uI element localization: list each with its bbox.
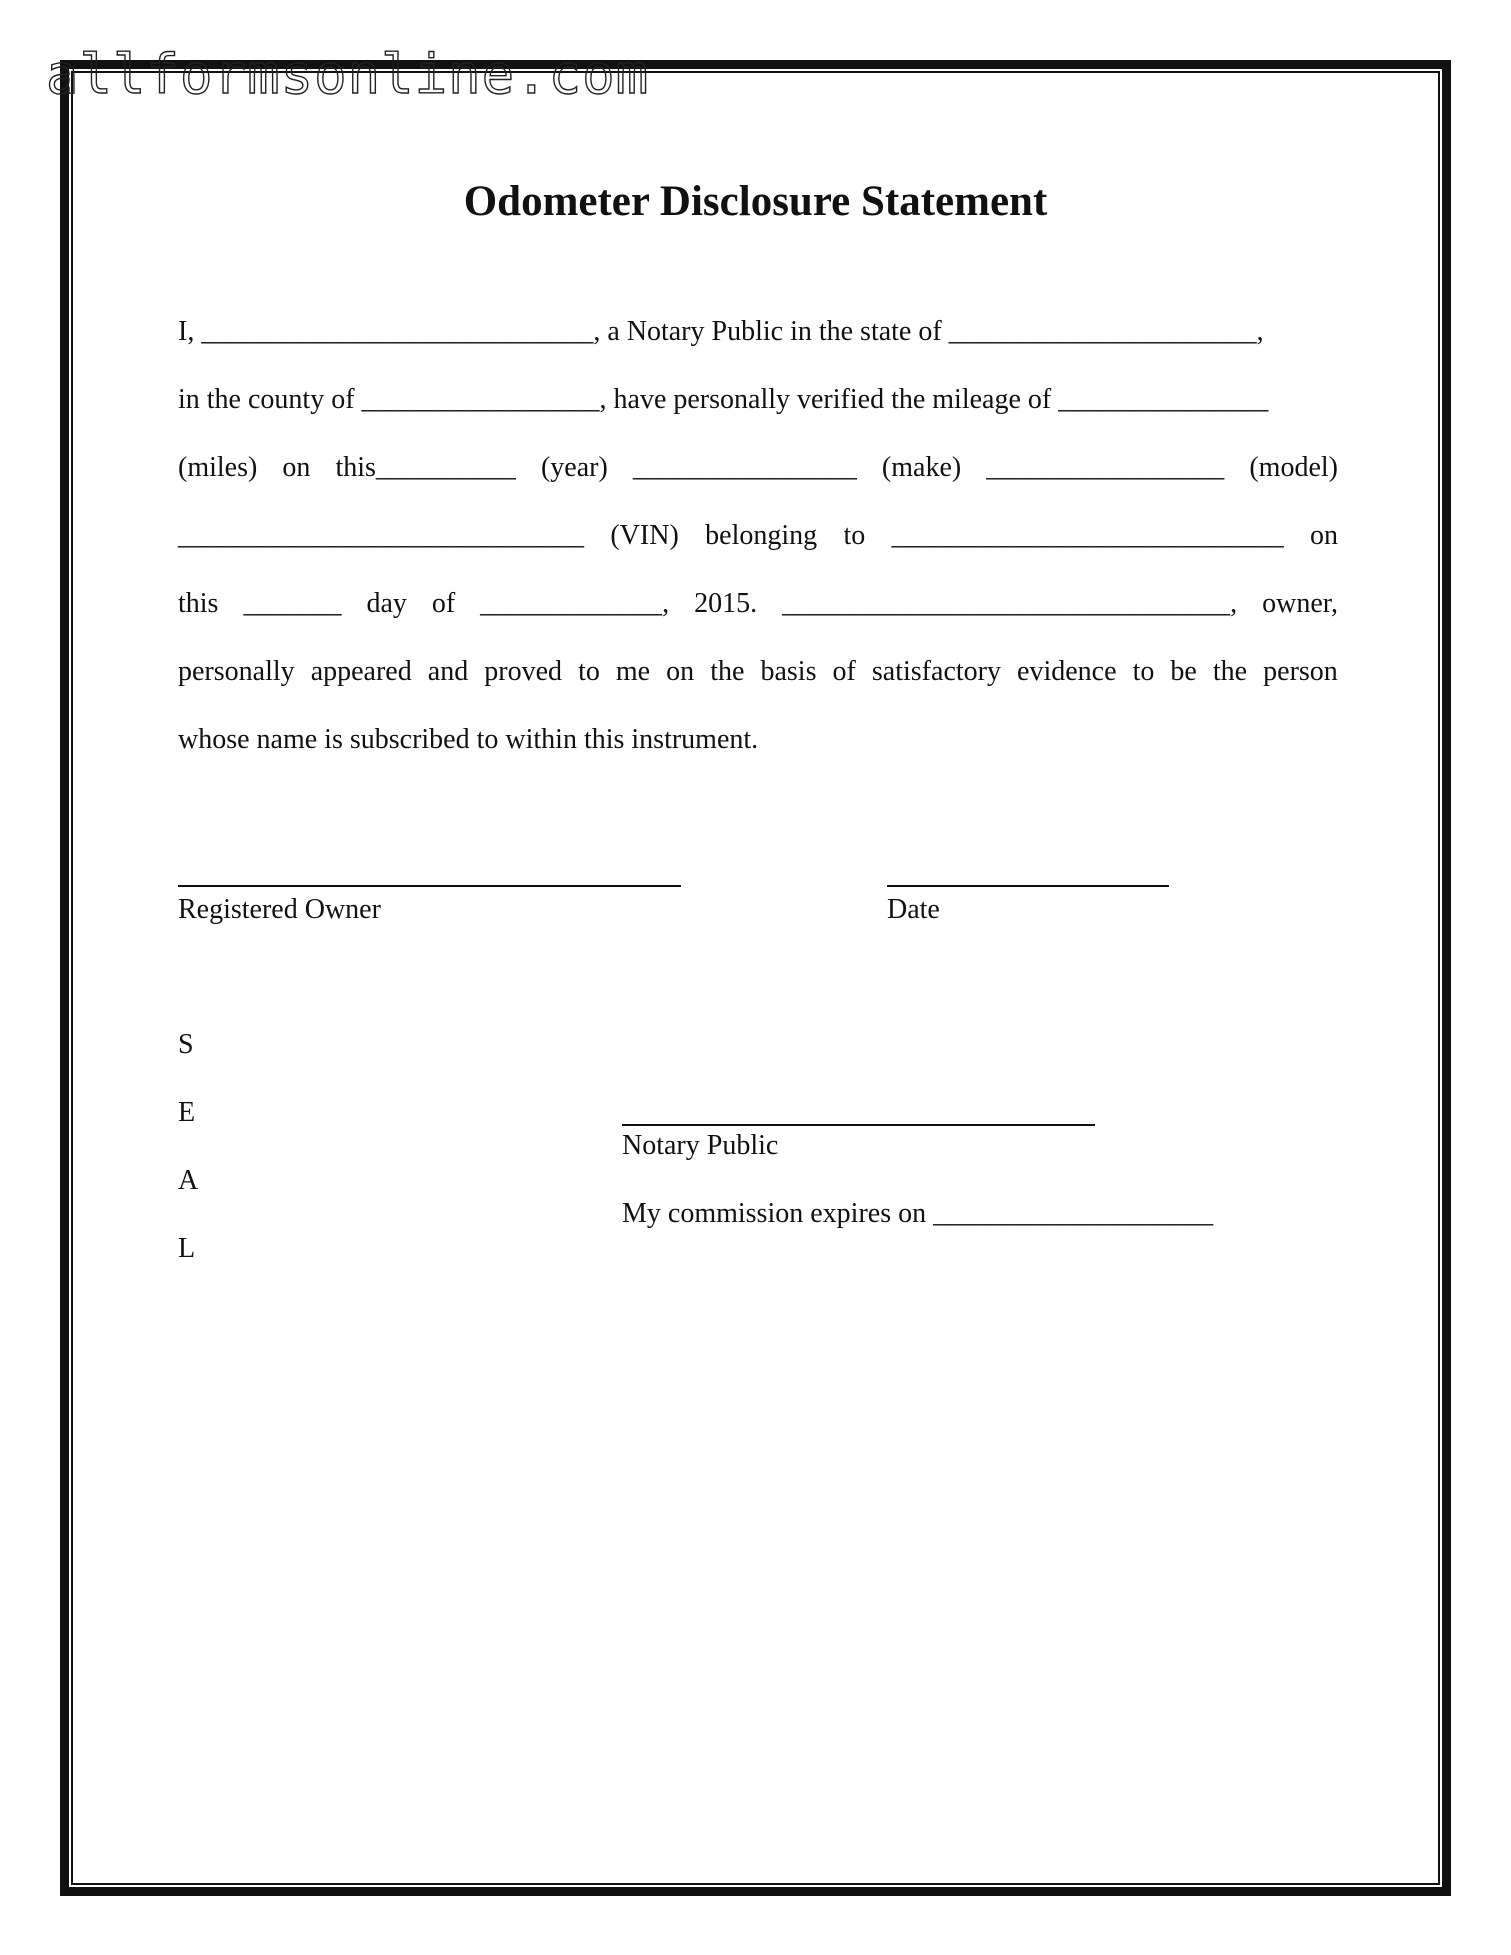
year-blank: this__________: [335, 452, 516, 483]
word: (model): [1249, 452, 1338, 483]
paragraph-line-1: I, ____________________________, a Notary Public in the state of ______________________,: [178, 316, 1264, 347]
word: and: [427, 656, 469, 687]
word: personally: [178, 656, 295, 687]
paragraph-line-6: [178, 655, 1338, 689]
word: on: [1310, 520, 1338, 551]
paragraph-line-2: in the county of _________________, have personally verified the mileage of _______________: [178, 384, 1269, 415]
word: (miles): [178, 452, 258, 483]
seal-letter-e: E: [178, 1097, 196, 1128]
day-blank: _______: [243, 588, 342, 619]
word: day: [366, 588, 407, 619]
month-blank: _____________,: [480, 588, 670, 619]
word: to: [1132, 656, 1155, 687]
date-signature-line: [887, 885, 1169, 887]
word: owner,: [1262, 588, 1338, 619]
word: on: [666, 656, 695, 687]
paragraph-line-4: [178, 519, 1338, 553]
notary-signature-line: [622, 1124, 1095, 1126]
word: to: [843, 520, 866, 551]
word: proved: [484, 656, 563, 687]
word: (VIN): [610, 520, 679, 551]
commission-expires-text: My commission expires on ____________________: [622, 1198, 1214, 1229]
word: person: [1263, 656, 1338, 687]
word: belonging: [705, 520, 818, 551]
owner-label: Registered Owner: [178, 894, 381, 925]
word: evidence: [1017, 656, 1117, 687]
notary-label: Notary Public: [622, 1130, 779, 1161]
paragraph-line-7: whose name is subscribed to within this instrument.: [178, 724, 759, 755]
word: satisfactory: [871, 656, 1001, 687]
word: be: [1170, 656, 1197, 687]
date-label: Date: [887, 894, 940, 925]
word: to: [578, 656, 600, 687]
vin-blank: _____________________________: [178, 520, 584, 551]
word: (year): [540, 452, 608, 483]
word: this: [178, 588, 219, 619]
seal-letter-l: L: [178, 1233, 196, 1264]
document-title: Odometer Disclosure Statement: [463, 178, 1048, 225]
belonging-to-blank: ____________________________: [891, 520, 1284, 551]
paragraph-line-3: [178, 451, 1338, 485]
seal-letter-a: A: [178, 1165, 199, 1196]
word: basis: [760, 656, 817, 687]
word: the: [710, 656, 745, 687]
word: me: [615, 656, 651, 687]
word: (make): [881, 452, 962, 483]
make-blank: ________________: [632, 452, 857, 483]
word: the: [1212, 656, 1248, 687]
seal-letter-s: S: [178, 1029, 194, 1060]
watermark-text: allformsonline.com: [46, 43, 650, 106]
owner-name-blank: ________________________________,: [782, 588, 1238, 619]
word: of: [431, 588, 456, 619]
word: on: [282, 452, 311, 483]
model-blank: _________________: [986, 452, 1225, 483]
word: appeared: [310, 656, 412, 687]
word: of: [832, 656, 856, 687]
paragraph-line-5: [178, 587, 1338, 621]
word: 2015.: [694, 588, 758, 619]
owner-signature-line: [178, 885, 681, 887]
